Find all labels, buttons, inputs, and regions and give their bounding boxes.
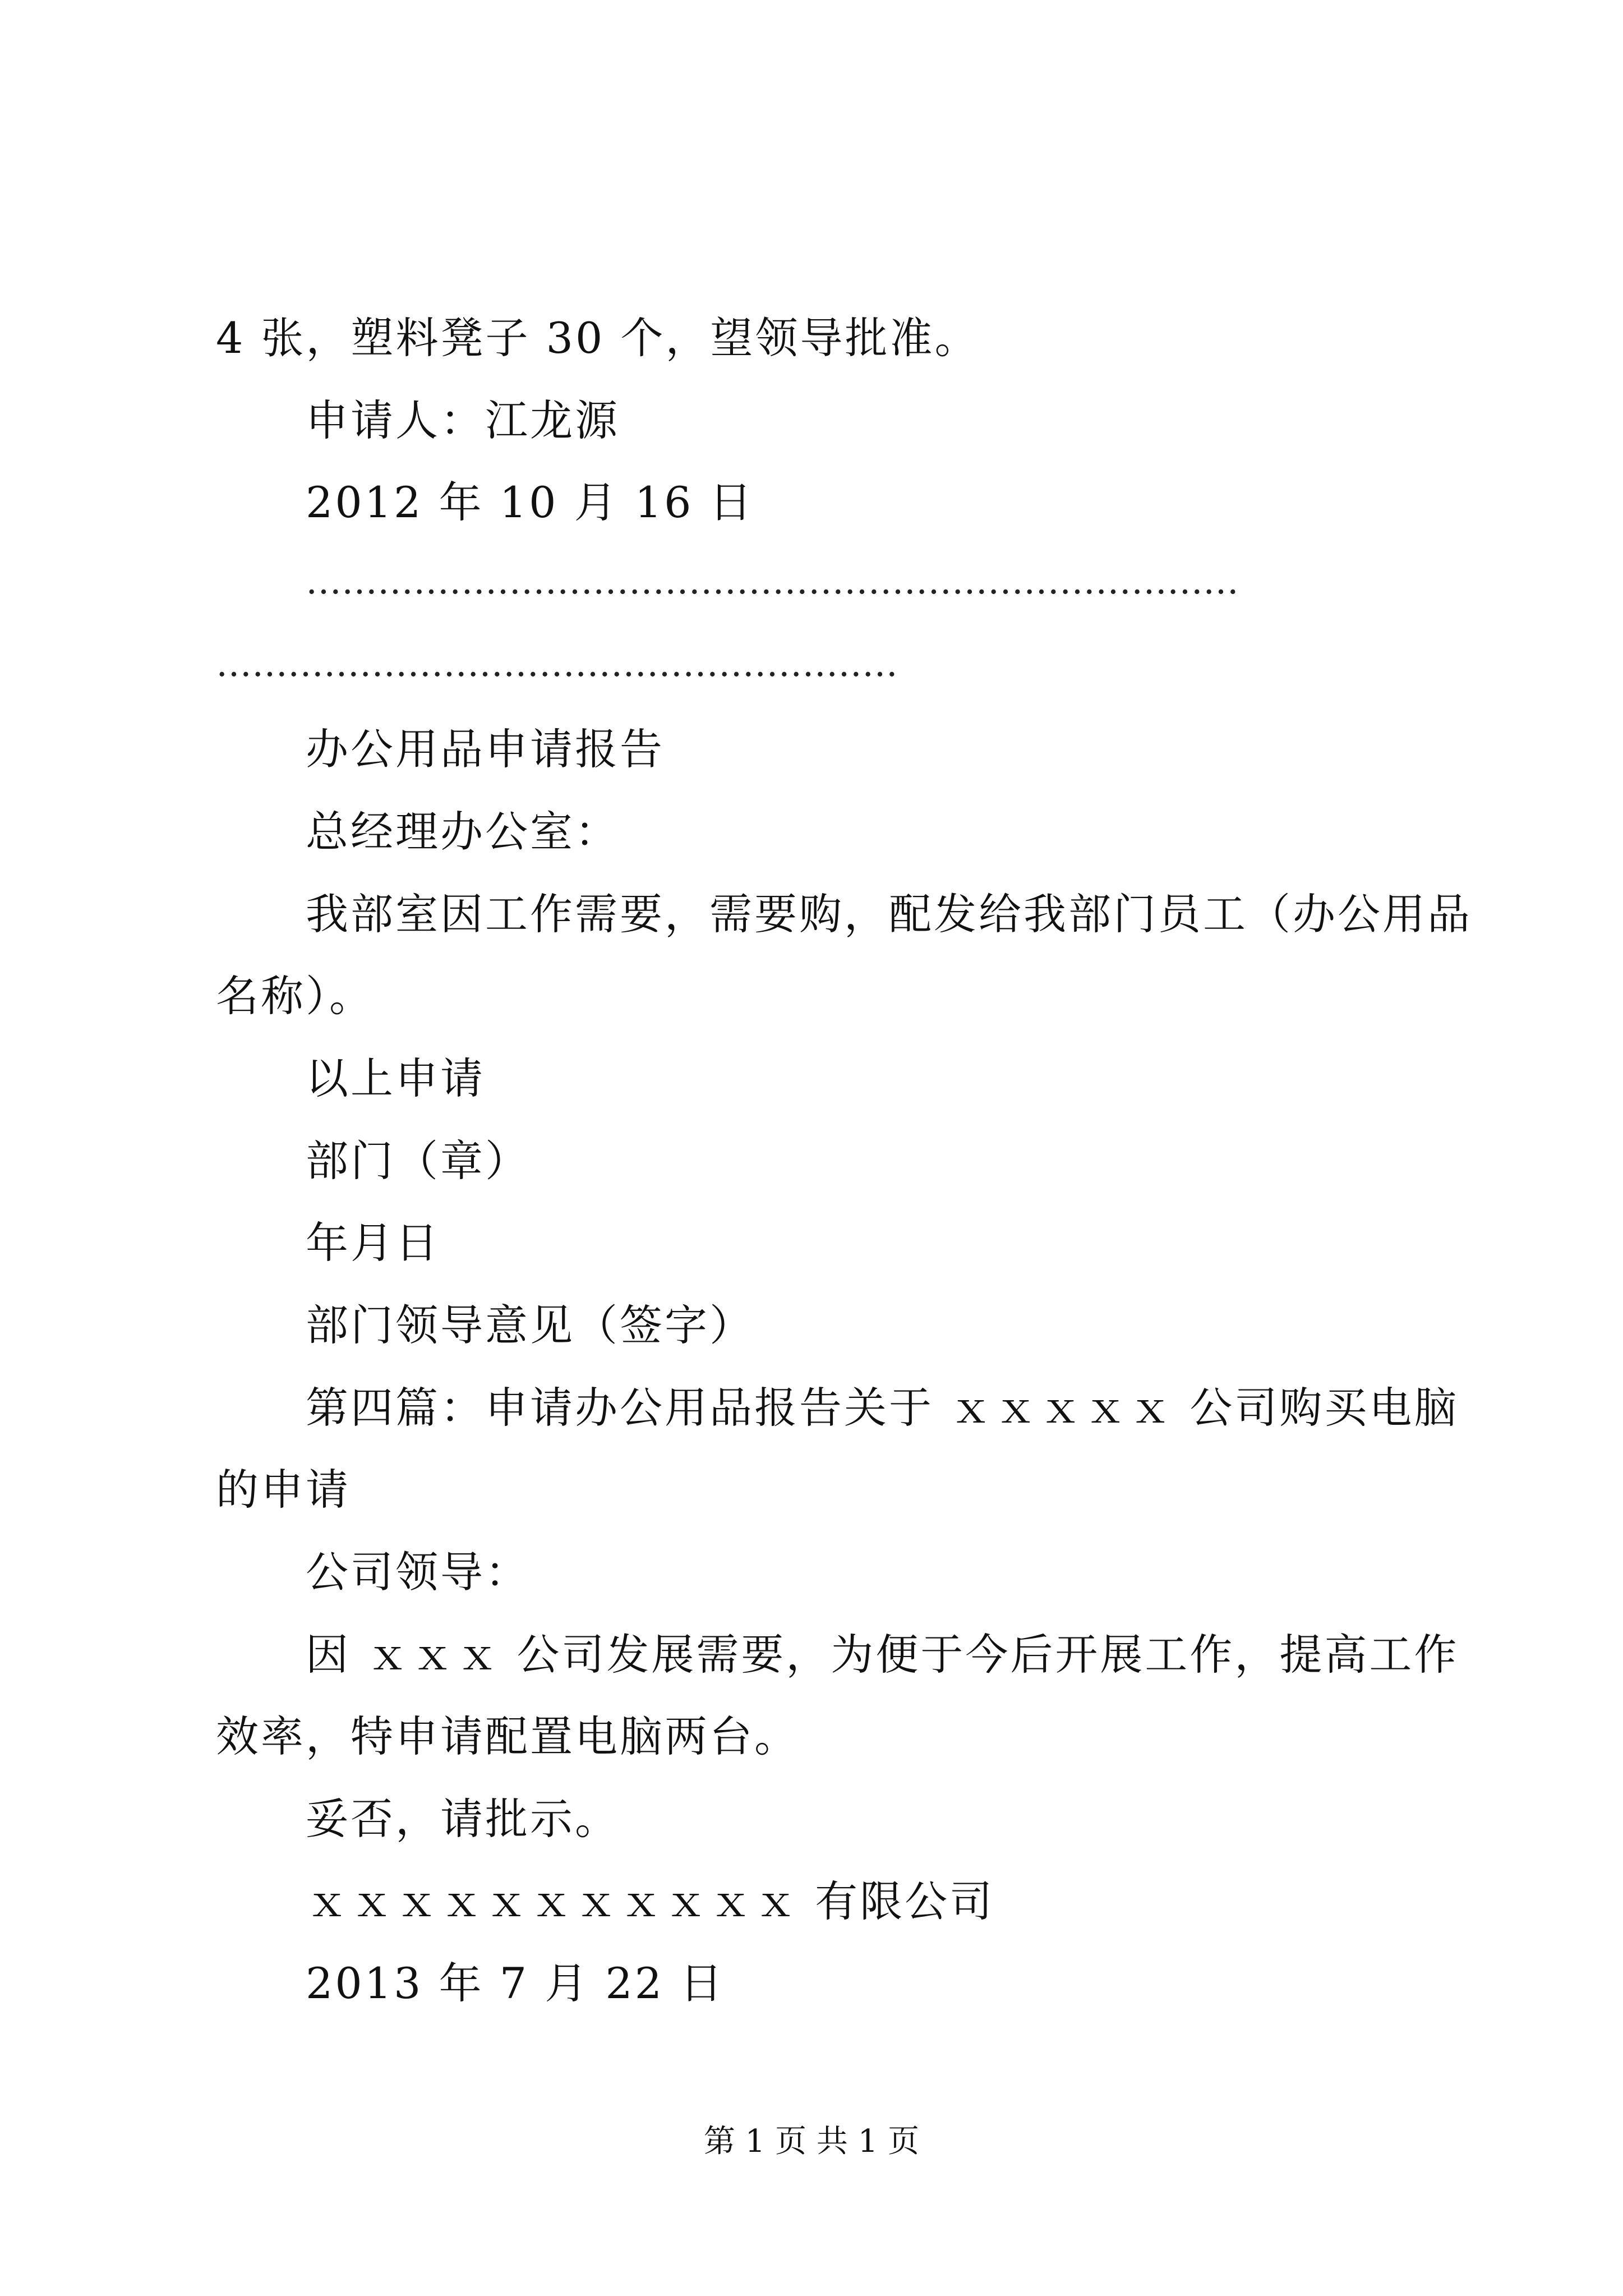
dotted-separator: ……………………………………………………………………: [306, 561, 1239, 602]
section-heading: 的申请: [216, 1465, 351, 1515]
body-line: 效率，特申请配置电脑两台。: [216, 1711, 799, 1761]
body-line: 部门领导意见（签字）: [306, 1300, 754, 1350]
section-title: 办公用品申请报告: [306, 724, 665, 774]
body-line: 部门（章）: [306, 1136, 530, 1186]
page-footer: 第 1 页 共 1 页: [703, 2123, 920, 2160]
date-line: 2013 年 7 月 22 日: [306, 1958, 725, 2008]
body-line: 因 ｘｘｘ 公司发展需要，为便于今后开展工作，提高工作: [306, 1630, 1459, 1680]
body-line: 年月日: [306, 1218, 440, 1268]
body-line: 以上申请: [306, 1053, 485, 1103]
dotted-separator: …………………………………………………: [216, 643, 898, 685]
body-line: 4 张，塑料凳子 30 个，望领导批准。: [216, 313, 980, 363]
company-line: ｘｘｘｘｘｘｘｘｘｘｘ 有限公司: [306, 1876, 995, 1926]
applicant-line: 申请人：江龙源: [306, 395, 620, 445]
date-line: 2012 年 10 月 16 日: [306, 477, 754, 527]
body-line: 妥否，请批示。: [306, 1794, 620, 1844]
addressee-line: 总经理办公室：: [306, 807, 620, 857]
addressee-line: 公司领导：: [306, 1547, 530, 1597]
body-line: 名称）。: [216, 971, 374, 1021]
body-line: 我部室因工作需要，需要购，配发给我部门员工（办公用品: [306, 889, 1472, 939]
section-heading: 第四篇：申请办公用品报告关于 ｘｘｘｘｘ 公司购买电脑: [306, 1383, 1459, 1433]
